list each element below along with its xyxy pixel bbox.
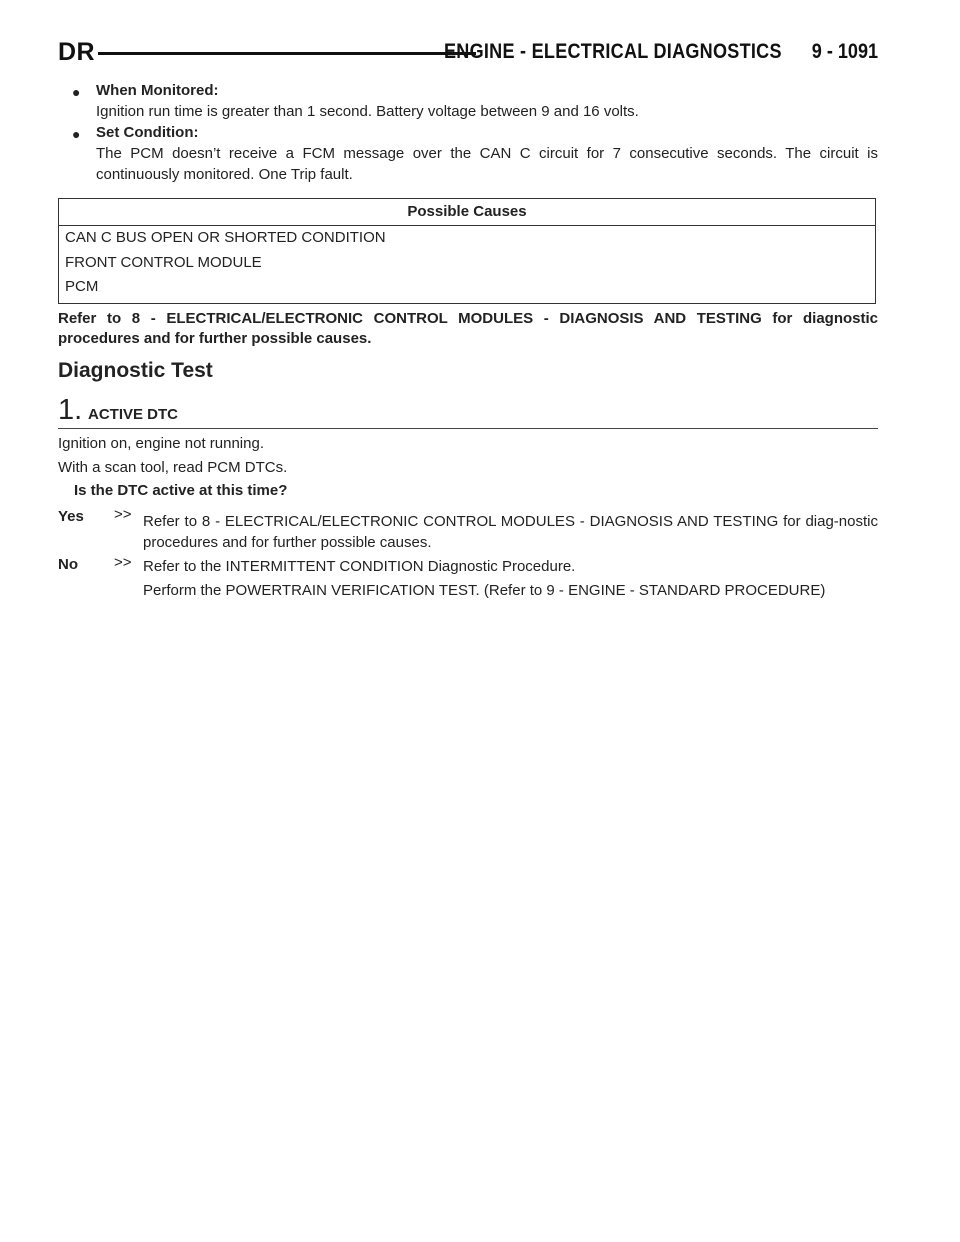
diagnostic-test-title: Diagnostic Test (58, 359, 213, 382)
cause-item: FRONT CONTROL MODULE (65, 253, 262, 271)
when-monitored-block (96, 80, 878, 122)
answer-arrow: >> (114, 506, 132, 523)
instruction-line: Ignition on, engine not running. (58, 435, 264, 452)
manual-code: DR (58, 38, 96, 66)
condition-heading: When Monitored: (96, 82, 219, 99)
answer-arrow: >> (114, 554, 132, 571)
step-number: 1. (58, 394, 83, 426)
condition-heading: Set Condition: (96, 124, 199, 141)
answer-yes-label: Yes (58, 508, 84, 525)
step-label: ACTIVE DTC (88, 406, 178, 423)
answer-no-label: No (58, 556, 78, 573)
answer-yes-text: Refer to 8 - ELECTRICAL/ELECTRONIC CONTROL MODULES - DIAGNOSIS AND TESTING for diag-nostic procedures and for further possible causes. (143, 513, 878, 551)
possible-causes-heading: Possible Causes (59, 199, 875, 226)
section-title: ENGINE - ELECTRICAL DIAGNOSTICS (444, 40, 782, 63)
page-number: 9 - 1091 (811, 40, 878, 63)
condition-text: The PCM doesn’t receive a FCM message over the CAN C circuit for 7 consecutive seconds. The circuit is continuously monitored. One Trip fault. (96, 145, 878, 183)
header-rule (98, 52, 476, 55)
test-question: Is the DTC active at this time? (74, 482, 288, 499)
cause-item: CAN C BUS OPEN OR SHORTED CONDITION (65, 229, 386, 246)
condition-text: Ignition run time is greater than 1 second. Battery voltage between 9 and 16 volts. (96, 103, 639, 120)
refer-note: Refer to 8 - ELECTRICAL/ELECTRONIC CONTROL MODULES - DIAGNOSIS AND TESTING for diagnostic procedures and for further possible causes. (58, 310, 878, 347)
set-condition-block (96, 122, 878, 185)
answer-no-followup: Perform the POWERTRAIN VERIFICATION TEST. (Refer to 9 - ENGINE - STANDARD PROCEDURE) (143, 582, 826, 599)
instruction-line: With a scan tool, read PCM DTCs. (58, 459, 288, 476)
cause-item: PCM (65, 278, 99, 295)
step-header (58, 394, 878, 429)
answer-no-text: Refer to the INTERMITTENT CONDITION Diagnostic Procedure. (143, 558, 576, 575)
possible-causes-table (58, 198, 876, 304)
page-header (58, 38, 878, 68)
